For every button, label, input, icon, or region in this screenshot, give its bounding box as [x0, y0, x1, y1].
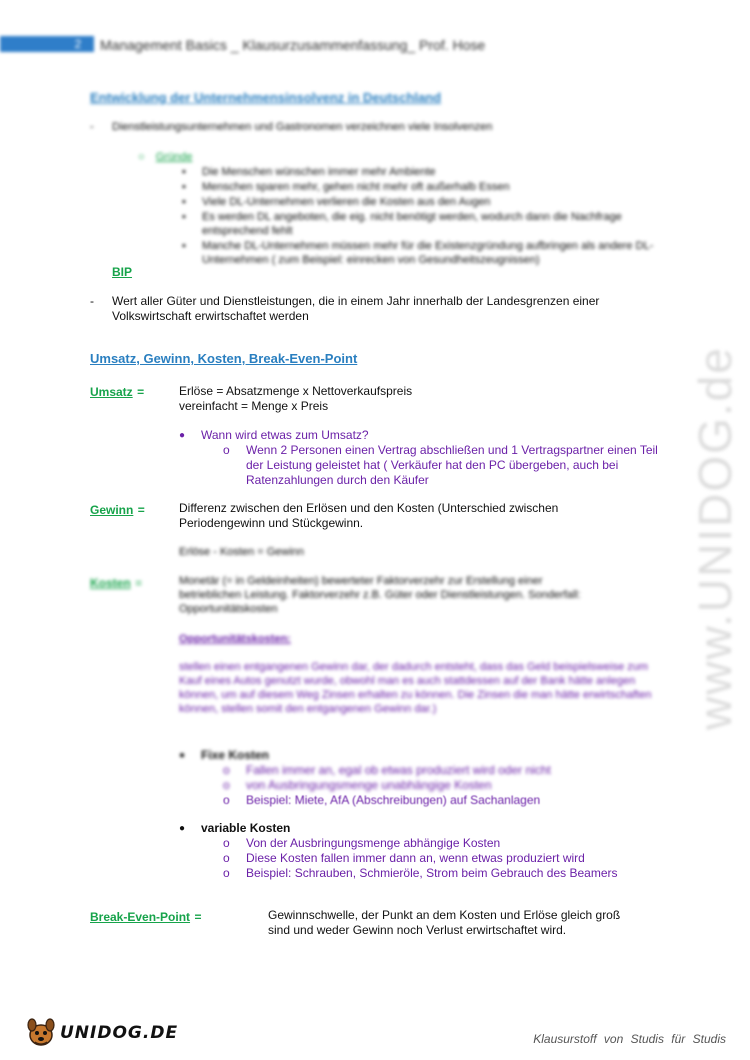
umsatz-definition: [179, 384, 412, 414]
bep-label: Break-Even-Point: [90, 910, 191, 924]
section-heading: Entwicklung der Unternehmensinsolvenz in Deutschland: [90, 90, 442, 105]
list-item: o Diese Kosten fallen immer dann an, wenn etwas produziert wird: [223, 851, 585, 865]
circle-marker: ○: [138, 151, 145, 163]
dash-marker: -: [90, 121, 94, 133]
list-item: o von Ausbringungsmenge unabhängige Kosten: [223, 778, 492, 792]
equals-sign: =: [137, 385, 145, 399]
list-item: o Von der Ausbringungsmenge abhängige Kosten: [223, 836, 501, 850]
gewinn-term: [90, 501, 145, 519]
fixe-kosten-list: [223, 763, 663, 808]
equals-sign: =: [135, 576, 143, 590]
variable-kosten-title: variable Kosten: [201, 821, 291, 835]
kosten-definition: Monetär (= in Geldeinheiten) bewerteter Faktorverzehr zur Erstellung einer betrieblichen Leistung. Faktorverzehr z.B. Güter oder Dienstleistungen. Sonderfall: Opportunitätskosten: [179, 575, 581, 615]
umsatz-label: Umsatz: [90, 385, 133, 399]
dog-icon: [24, 1015, 58, 1049]
logo-text: UNIDOG.DE: [60, 1023, 179, 1043]
kosten-term: [90, 574, 142, 592]
document-title: Management Basics _ Klausurzusammenfassung_ Prof. Hose: [100, 37, 486, 53]
section-insolvenz: [90, 90, 441, 105]
gewinn-label: Gewinn: [90, 503, 134, 517]
equals-sign: =: [194, 910, 202, 924]
watermark: www.UNIDOG.de: [689, 346, 741, 730]
variable-kosten-item: [179, 821, 290, 836]
umsatz-answer: Wenn 2 Personen einen Vertrag abschließen und 1 Vertragspartner einen Teil der Leistung geleistet hat ( Verkäufer hat den PC übergeben, auch bei Ratenzahlungen durch den Käufer: [246, 443, 658, 487]
opportunity-title: Opportunitätskosten:: [179, 633, 291, 645]
umsatz-question: Wann wird etwas zum Umsatz?: [201, 428, 369, 442]
list-item: o Beispiel: Miete, AfA (Abschreibungen) auf Sachanlagen: [223, 793, 541, 807]
bep-definition: Gewinnschwelle, der Punkt an dem Kosten und Erlöse gleich groß sind und weder Gewinn noch Verlust erwirtschaftet wird.: [268, 908, 621, 937]
circle-marker: o: [223, 443, 230, 457]
bullet-marker: ●: [179, 430, 186, 441]
gruende-list: [182, 165, 662, 267]
list-item: ▪ Manche DL-Unternehmen müssen mehr für die Existenzgründung aufbringen als andere DL-Unternehmen ( zum Beispiel: einrecken von Gesundheitszeugnissen): [182, 240, 654, 266]
bip-label: BIP: [112, 265, 133, 279]
section-heading: Umsatz, Gewinn, Kosten, Break-Even-Point: [90, 351, 358, 366]
fixe-kosten-item: [179, 748, 269, 763]
bip-text: Wert aller Güter und Dienstleistungen, die in einem Jahr innerhalb der Landesgrenzen einer Volkswirtschaft erwirtschaftet werden: [112, 294, 600, 323]
list-item: ▪ Die Menschen wünschen immer mehr Ambiente: [182, 166, 436, 178]
gewinn-definition: Differenz zwischen den Erlösen und den Kosten (Unterschied zwischen Periodengewinn und Stückgewinn.: [179, 501, 559, 530]
list-item: o Fallen immer an, egal ob etwas produziert wird oder nicht: [223, 763, 551, 777]
fixe-kosten-title: Fixe Kosten: [201, 748, 270, 762]
opportunity-text: stellen einen entgangenen Gewinn dar, der dadurch entsteht, dass das Geld beispielsweise zum Kauf eines Autos genutzt wurde, obwohl man es auch stattdessen auf der Bank hätte anlegen können, um auf diesem Weg Zinsen erhalten zu können. Die Zinsen die man hätte erwirtschaften können, stellen somit den entgangenen Gewinn dar.): [179, 661, 652, 715]
gruende-label: Gründe: [155, 151, 193, 163]
bullet-text: Dienstleistungsunternehmen und Gastronomen verzeichnen viele Insolvenzen: [112, 121, 493, 133]
footer-tagline: Klausurstoff von Studis für Studis: [533, 1032, 726, 1046]
unidog-logo: [24, 1015, 179, 1049]
umsatz-answer-item: [223, 443, 663, 488]
gruende-item: [138, 150, 192, 164]
dash-marker: -: [90, 294, 94, 308]
bip-definition: [90, 294, 670, 324]
umsatz-question-item: [179, 428, 669, 443]
bullet-marker: ●: [179, 750, 186, 761]
kosten-label: Kosten: [90, 576, 131, 590]
equals-sign: =: [137, 503, 145, 517]
umsatz-term: [90, 383, 144, 401]
page-number: 2: [74, 37, 82, 51]
list-item: o Beispiel: Schrauben, Schmieröle, Strom beim Gebrauch des Beamers: [223, 866, 618, 880]
bep-term: [90, 908, 202, 926]
list-item: ▪ Menschen sparen mehr, gehen nicht mehr oft außerhalb Essen: [182, 181, 510, 193]
variable-kosten-list: [223, 836, 663, 881]
list-item: ▪ Es werden DL angeboten, die eig. nicht benötigt werden, wodurch dann die Nachfrage entsprechend fehlt: [182, 211, 622, 237]
bullet-marker: ●: [179, 823, 186, 834]
umsatz-line2: vereinfacht = Menge x Preis: [179, 399, 329, 413]
gewinn-formula: Erlöse - Kosten = Gewinn: [179, 546, 305, 558]
list-item: ▪ Viele DL-Unternehmen verlieren die Kosten aus den Augen: [182, 196, 491, 208]
umsatz-line1: Erlöse = Absatzmenge x Nettoverkaufspreis: [179, 384, 413, 398]
